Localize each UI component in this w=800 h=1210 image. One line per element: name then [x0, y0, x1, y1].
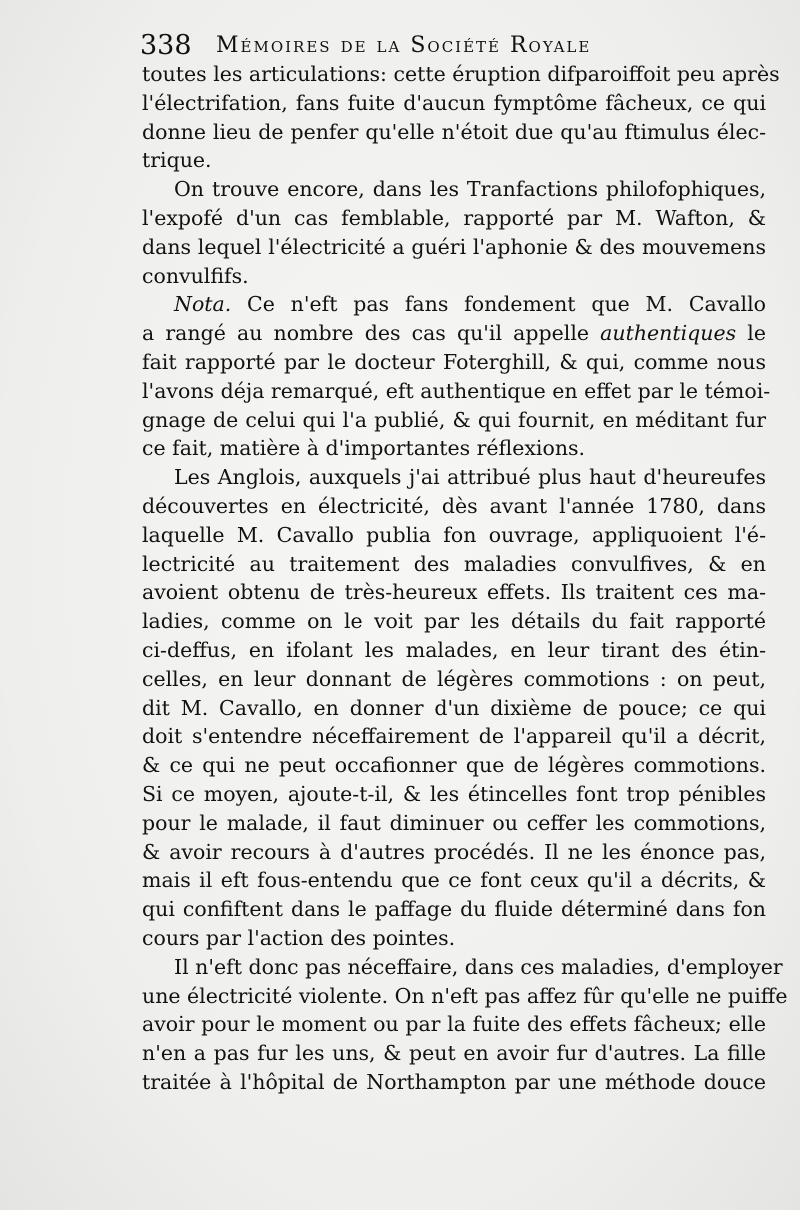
paragraph-start-line: Les Anglois, auxquels j'ai attribué plus haut d'heureufes [174, 465, 766, 490]
text-line: donne lieu de penfer qu'elle n'étoit due qu'au ftimulus élec- [142, 119, 766, 144]
page-number: 338 [140, 30, 192, 61]
paragraph-start-line: On trouve encore, dans les Tranfactions philofophiques, [174, 177, 766, 202]
text-line: laquelle M. Cavallo publia fon ouvrage, appliquoient l'é- [142, 522, 766, 547]
text-line [142, 319, 766, 348]
text-line: dit M. Cavallo, en donner d'un dixième de pouce; ce qui [142, 695, 766, 720]
text-fragment: le [747, 321, 766, 346]
text-line: ci-deffus, en ifolant les malades, en leur tirant des étin- [142, 637, 766, 662]
text-line: l'expofé d'un cas femblable, rapporté par M. Wafton, & [142, 205, 766, 230]
text-line: l'avons déja remarqué, eft authentique en effet par le témoi- [142, 378, 771, 403]
text-line: Si ce moyen, ajoute-t-il, & les étincelles font trop pénibles [142, 781, 766, 806]
text-line: l'électrifation, fans fuite d'aucun fymptôme fâcheux, ce qui [142, 90, 766, 115]
nota-line [142, 290, 766, 319]
text-line: ladies, comme on le voit par les détails du fait rapporté [142, 609, 766, 634]
text-line: traitée à l'hôpital de Northampton par une méthode douce [142, 1069, 766, 1094]
text-line: cours par l'action des pointes. [142, 925, 456, 950]
nota-label: Nota. [174, 292, 232, 317]
running-title: Mémoires de la Société Royale [216, 33, 592, 58]
text-line: & ce qui ne peut occafionner que de légères commotions. [142, 753, 766, 778]
text-line: & avoir recours à d'autres procédés. Il ne les énonce pas, [142, 839, 766, 864]
text-line: une électricité violente. On n'eft pas affez fûr qu'elle ne puiffe [142, 983, 788, 1008]
body-text [142, 60, 788, 1097]
text-line: qui confiftent dans le paffage du fluide déterminé dans fon [142, 897, 766, 922]
text-line: trique. [142, 148, 212, 173]
text-line: toutes les articulations: cette éruption difparoiffoit peu après [142, 62, 780, 86]
text-line: dans lequel l'électricité a guéri l'aphonie & des mouvemens [142, 234, 766, 259]
text-line: fait rapporté par le docteur Foterghill, & qui, comme nous [142, 349, 766, 374]
text-line: convulfifs. [142, 263, 249, 288]
text-line: celles, en leur donnant de légères commotions : on peut, [142, 666, 766, 691]
emphasis-authentiques: authentiques [600, 321, 737, 346]
text-line: gnage de celui qui l'a publié, & qui fournit, en méditant fur [142, 407, 766, 432]
text-fragment: a rangé au nombre des cas qu'il appelle [142, 321, 590, 346]
text-line: doit s'entendre néceffairement de l'appareil qu'il a décrit, [142, 724, 766, 749]
text-line: mais il eft fous-entendu que ce font ceux qu'il a décrits, & [142, 868, 766, 893]
paragraph-start-line: Il n'eft donc pas néceffaire, dans ces maladies, d'employer [174, 954, 783, 979]
text-line: lectricité au traitement des maladies convulfives, & en [142, 551, 766, 576]
text-line: découvertes en électricité, dès avant l'année 1780, dans [142, 493, 766, 518]
nota-text: Ce n'eft pas fans fondement que M. Cavallo [247, 292, 766, 317]
text-line: avoient obtenu de très-heureux effets. Ils traitent ces ma- [142, 580, 766, 605]
text-line: n'en a pas fur les uns, & peut en avoir fur d'autres. La fille [142, 1041, 766, 1066]
text-line: pour le malade, il faut diminuer ou ceffer les commotions, [142, 810, 766, 835]
text-line: avoir pour le moment ou par la fuite des effets fâcheux; elle [142, 1012, 766, 1037]
text-line: ce fait, matière à d'importantes réflexions. [142, 436, 586, 461]
